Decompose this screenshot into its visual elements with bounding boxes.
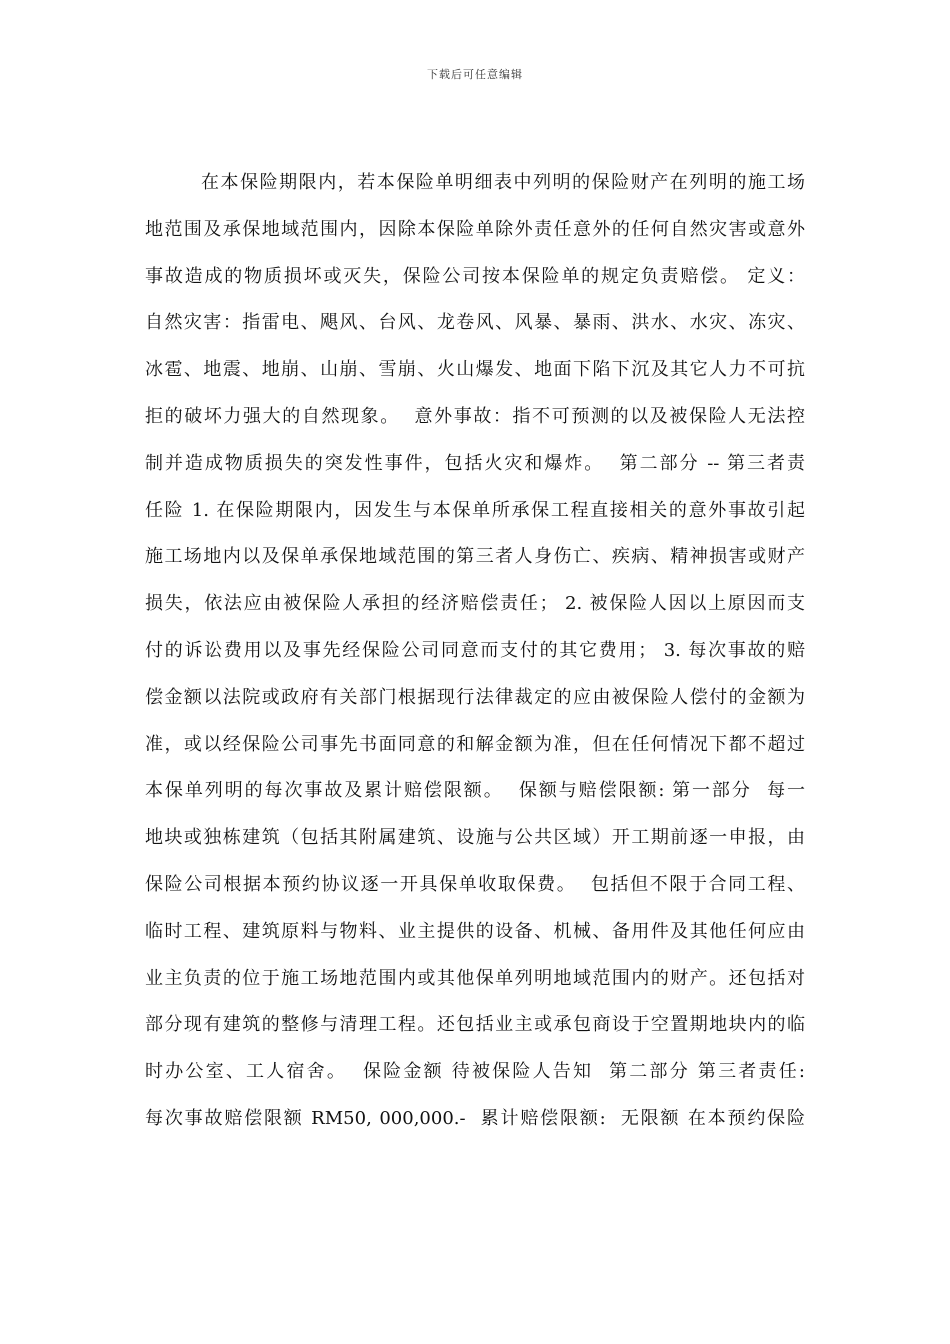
paragraph-line: 业主负责的位于施工场地范围内或其他保单列明地域范围内的财产。还包括对 [145, 967, 805, 989]
paragraph-line: 本保单列明的每次事故及累计赔偿限额。 保额与赔偿限额: 第一部分 每一 [145, 780, 805, 802]
paragraph-line: 拒的破坏力强大的自然现象。 意外事故：指不可预测的以及被保险人无法控 [145, 405, 805, 427]
document-body [145, 160, 805, 1143]
paragraph-line: 临时工程、建筑原料与物料、业主提供的设备、机械、备用件及其他任何应由 [145, 920, 805, 942]
paragraph-line: 在本保险期限内，若本保险单明细表中列明的保险财产在列明的施工场 [201, 172, 805, 193]
paragraph-line: 任险 1. 在保险期限内，因发生与本保单所承保工程直接相关的意外事故引起 [145, 499, 805, 521]
paragraph-line: 制并造成物质损失的突发性事件，包括火灾和爆炸。 第二部分 -- 第三者责 [145, 452, 805, 474]
paragraph-line: 损失，依法应由被保险人承担的经济赔偿责任； 2. 被保险人因以上原因而支 [145, 593, 805, 615]
paragraph-line: 施工场地内以及保单承保地域范围的第三者人身伤亡、疾病、精神损害或财产 [145, 546, 805, 568]
paragraph-line: 冰雹、地震、地崩、山崩、雪崩、火山爆发、地面下陷下沉及其它人力不可抗 [145, 359, 805, 381]
page-header: 下载后可任意编辑 [427, 68, 523, 81]
paragraph-line: 每次事故赔偿限额 RM50, 000,000.- 累计赔偿限额: 无限额 在本预约保险 [145, 1107, 805, 1129]
paragraph-line: 付的诉讼费用以及事先经保险公司同意而支付的其它费用； 3. 每次事故的赔 [145, 639, 805, 661]
paragraph-line: 时办公室、工人宿舍。 保险金额 待被保险人告知 第二部分 第三者责任: [145, 1061, 805, 1083]
paragraph-line: 事故造成的物质损坏或灭失，保险公司按本保险单的规定负责赔偿。 定义： [145, 265, 805, 287]
paragraph-line: 部分现有建筑的整修与清理工程。还包括业主或承包商设于空置期地块内的临 [145, 1014, 805, 1036]
paragraph-line: 自然灾害：指雷电、飓风、台风、龙卷风、风暴、暴雨、洪水、水灾、冻灾、 [145, 312, 805, 334]
paragraph-line: 地范围及承保地域范围内，因除本保险单除外责任意外的任何自然灾害或意外 [145, 218, 805, 240]
paragraph-line: 保险公司根据本预约协议逐一开具保单收取保费。 包括但不限于合同工程、 [145, 873, 805, 895]
paragraph-line: 偿金额以法院或政府有关部门根据现行法律裁定的应由被保险人偿付的金额为 [145, 686, 805, 708]
paragraph-line: 地块或独栋建筑（包括其附属建筑、设施与公共区域）开工期前逐一申报，由 [145, 827, 805, 849]
paragraph-line: 准，或以经保险公司事先书面同意的和解金额为准，但在任何情况下都不超过 [145, 733, 805, 755]
